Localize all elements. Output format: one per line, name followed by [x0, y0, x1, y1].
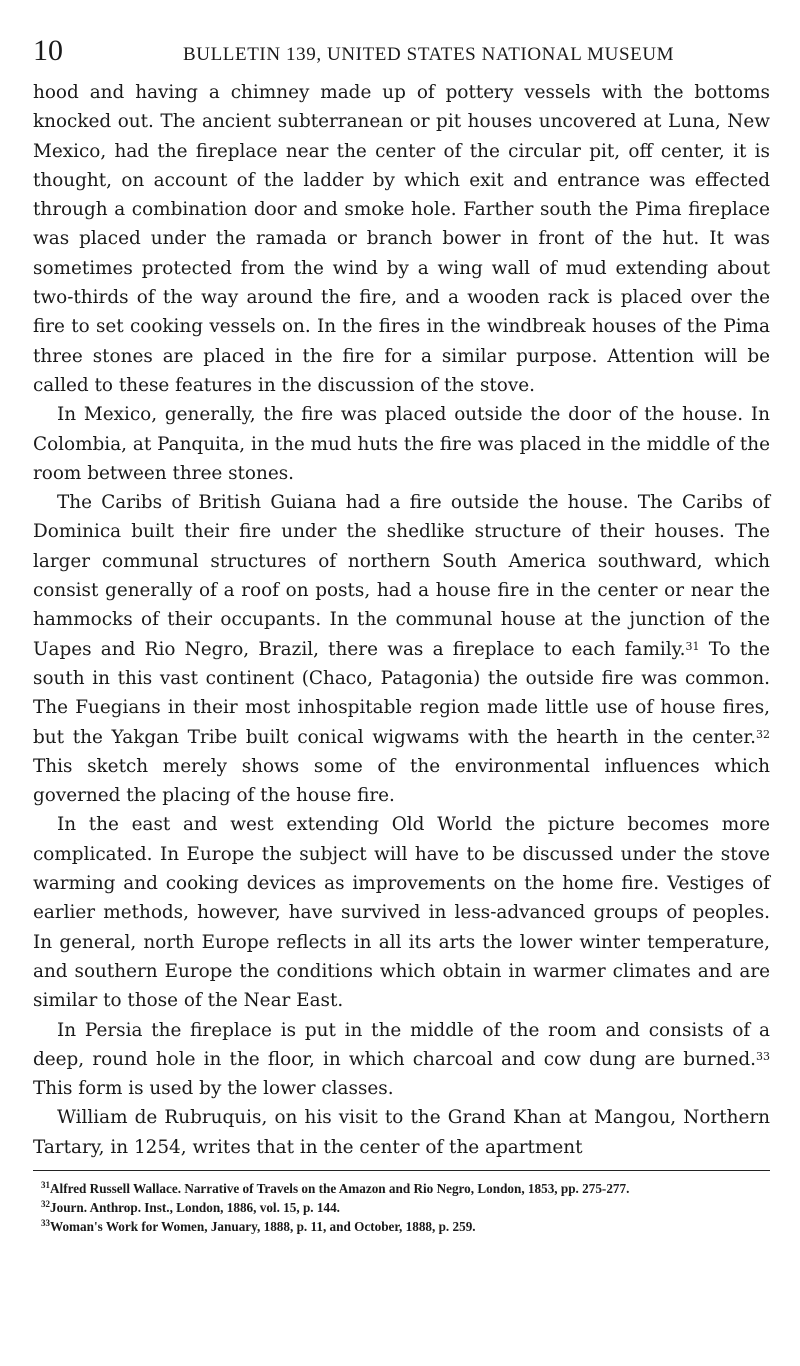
- page: [33, 34, 770, 1236]
- paragraph-text: The Caribs of British Guiana had a fire outside the house. The Caribs of Dominica built their fire under the shedlike structure of their houses. The larger communal structures of northern South America southward, which consist generally of a roof on posts, had a house fire in the center or near the hammocks of their occupants. In the communal house at the junction of the Uapes and Rio Negro, Brazil, there was a fireplace to each family.: [33, 492, 770, 660]
- page-number: 10: [33, 34, 63, 67]
- paragraph-text: This form is used by the lower classes.: [33, 1078, 394, 1100]
- footnote-reference: 33: [756, 1049, 770, 1063]
- paragraph-text: This sketch merely shows some of the environmental influences which governed the placing of the house fire.: [33, 755, 770, 807]
- paragraph: William de Rubruquis, on his visit to the Grand Khan at Mangou, Northern Tartary, in 1254, writes that in the center of the apartment: [33, 1107, 770, 1158]
- paragraph-text: To the south in this vast continent (Chaco, Patagonia) the outside fire was common. The Fuegians in their most inhospitable region made little use of house fires, but the Yakgan Tribe built conical wigwams with the hearth in the center.: [33, 638, 770, 748]
- footnote-marker: 32: [41, 1199, 50, 1210]
- footnote-text: Woman's Work for Women, January, 1888, p. 11, and October, 1888, p. 259.: [50, 1218, 476, 1234]
- running-head: [33, 34, 770, 74]
- body-text: [33, 78, 770, 1162]
- footnote-rule: [33, 1170, 770, 1171]
- footnote-text: Journ. Anthrop. Inst., London, 1886, vol. 15, p. 144.: [50, 1199, 340, 1215]
- footnote-reference: 32: [756, 727, 770, 741]
- paragraph: hood and having a chimney made up of pottery vessels with the bottoms knocked out. The ancient subterranean or pit houses uncovered at Luna, New Mexico, had the fireplace near the center of the circular pit, off center, it is thought, on account of the ladder by which exit and entrance was effected through a combination door and smoke hole. Farther south the Pima fireplace was placed under the ramada or branch bower in front of the hut. It was sometimes protected from the wind by a wing wall of mud extending about two-thirds of the way around the fire, and a wooden rack is placed over the fire to set cooking vessels on. In the fires in the windbreak houses of the Pima three stones are placed in the fire for a similar purpose. Attention will be called to these features in the discussion of the stove.: [33, 82, 770, 396]
- footnote: [33, 1217, 770, 1236]
- running-head-title: BULLETIN 139, UNITED STATES NATIONAL MUSEUM: [183, 44, 675, 65]
- paragraph: [33, 488, 770, 810]
- paragraph-text: In Persia the fireplace is put in the middle of the room and consists of a deep, round hole in the floor, in which charcoal and cow dung are burned.: [33, 1019, 770, 1070]
- footnote-text: Alfred Russell Wallace. Narrative of Travels on the Amazon and Rio Negro, London, 1853, pp. 275-277.: [50, 1180, 630, 1196]
- footnote-marker: 33: [41, 1218, 50, 1229]
- paragraph: [33, 1016, 770, 1104]
- footnote-marker: 31: [41, 1180, 50, 1191]
- paragraph: In Mexico, generally, the fire was placed outside the door of the house. In Colombia, at Panquita, in the mud huts the fire was placed in the middle of the room between three stones.: [33, 404, 770, 484]
- paragraph: In the east and west extending Old World the picture becomes more complicated. In Europe the subject will have to be discussed under the stove warming and cooking devices as improvements on the home fire. Vestiges of earlier methods, however, have survived in less-advanced groups of peoples. In general, north Europe reflects in all its arts the lower winter temperature, and southern Europe the conditions which obtain in warmer climates and are similar to those of the Near East.: [33, 814, 770, 1012]
- footnote: [33, 1198, 770, 1217]
- footnotes: [33, 1179, 770, 1236]
- footnote: [33, 1179, 770, 1198]
- footnote-reference: 31: [685, 639, 700, 653]
